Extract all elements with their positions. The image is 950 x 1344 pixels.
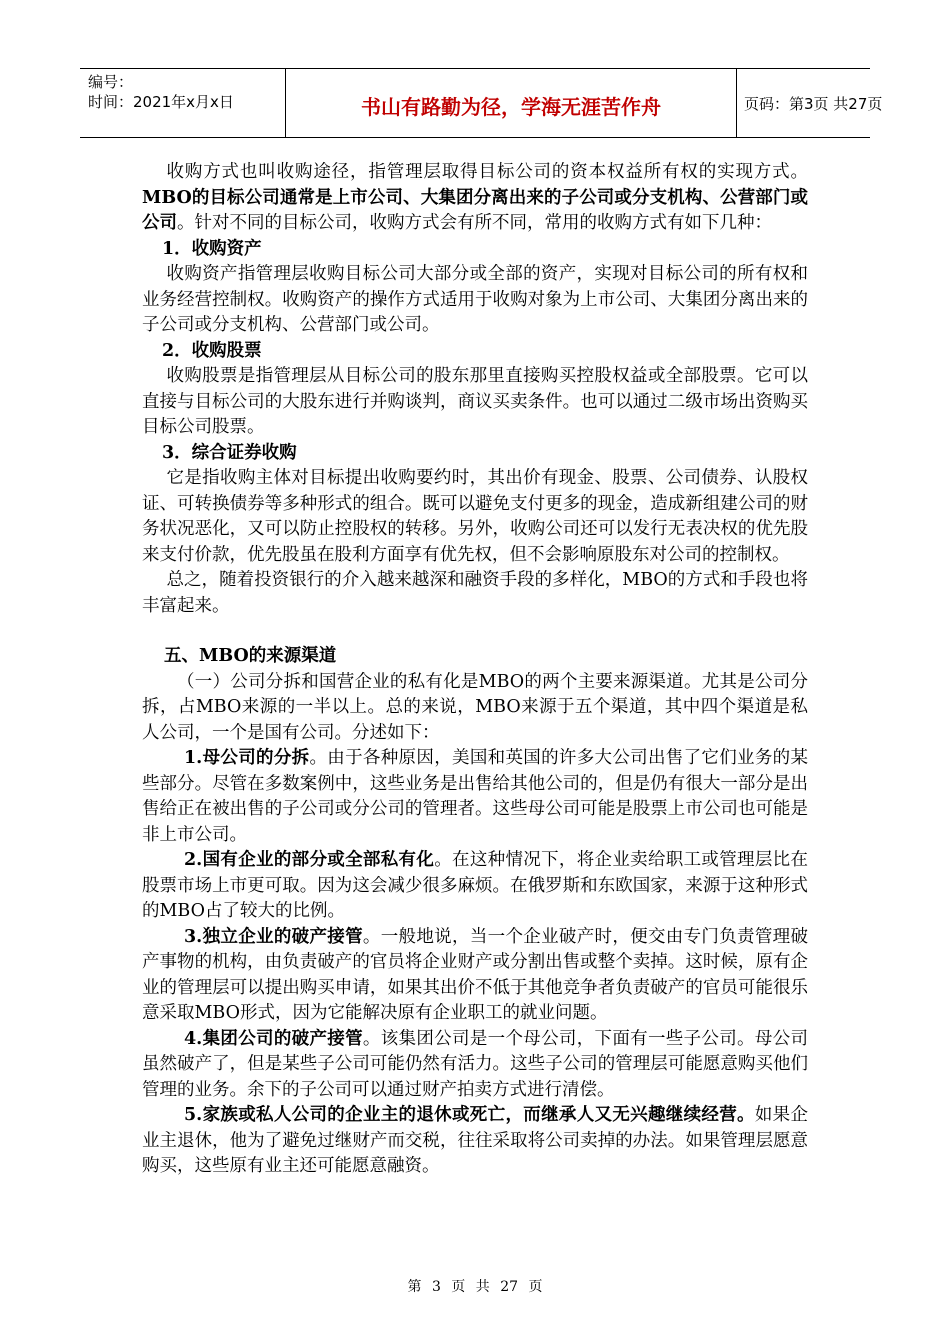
bold-text: MBO的目标公司通常是上市公司、大集团分离出来的子公司或分支机构、公营部门或公司: [142, 187, 808, 233]
list-item: 2.国有企业的部分或全部私有化。在这种情况下，将企业卖给职工或管理层比在股票市场上市更可取。因为这会减少很多麻烦。在俄罗斯和东欧国家，来源于这种形式的MBO占了较大的比例。: [142, 850, 808, 921]
list-item: 3.独立企业的破产接管。一般地说，当一个企业破产时，便交由专门负责管理破产事物的机构，由负责破产的官员将企业财产或分割出售或整个卖掉。这时候，原有企业的管理层可以提出购买申请，如果其出价不低于其他竞争者负责破产的官员可能很乐意采取MBO形式，因为它能解决原有企业职工的就业问题。: [142, 926, 808, 1023]
section-heading: 五、MBO的来源渠道: [164, 646, 337, 666]
list-item: 5.家族或私人公司的企业主的退休或死亡，而继承人又无兴趣继续经营。如果企业主退休，他为了避免过继财产而交税，往往采取将公司卖掉的办法。如果管理层愿意购买，这些原有业主还可能愿意融资。: [142, 1105, 808, 1176]
date-label: 时间：2021年x月x日: [88, 93, 234, 111]
paragraph: 收购方式也叫收购途径，指管理层取得目标公司的资本权益所有权的实现方式。MBO的目标公司通常是上市公司、大集团分离出来的子公司或分支机构、公营部门或公司。针对不同的目标公司，收购方式会有所不同，常用的收购方式有如下几种：: [142, 162, 808, 233]
header-info-cell: [80, 69, 285, 137]
list-item: 1.母公司的分拆。由于各种原因，美国和英国的许多大公司出售了它们业务的某些部分。尽管在多数案例中，这些业务是出售给其他公司的，但是仍有很大一部分是出售给正在被出售的子公司或分公司的管理者。这些母公司可能是股票上市公司也可能是非上市公司。: [142, 748, 808, 845]
header-motto: 书山有路勤为径，学海无涯苦作舟: [361, 95, 661, 119]
page-footer: 第 3 页 共 27 页: [407, 1279, 543, 1295]
paragraph: 它是指收购主体对目标提出收购要约时，其出价有现金、股票、公司债券、认股权证、可转换债券等多种形式的组合。既可以避免支付更多的现金，造成新组建公司的财务状况恶化，又可以防止控股权的转移。另外，收购公司还可以发行无表决权的优先股来支付价款，优先股虽在股利方面享有优先权，但不会影响原股东对公司的控制权。: [142, 468, 808, 565]
subheading: 3．综合证券收购: [162, 442, 297, 463]
number-label: 编号：: [88, 73, 134, 91]
subheading: 1．收购资产: [162, 238, 262, 259]
document-body: [142, 160, 808, 1180]
paragraph: （一）公司分拆和国营企业的私有化是MBO的两个主要来源渠道。尤其是公司分拆，占MBO来源的一半以上。总的来说，MBO来源于五个渠道，其中四个渠道是私人公司，一个是国有公司。分述如下：: [142, 671, 808, 743]
paragraph: 收购资产指管理层收购目标公司大部分或全部的资产，实现对目标公司的所有权和业务经营控制权。收购资产的操作方式适用于收购对象为上市公司、大集团分离出来的子公司或分支机构、公营部门或公司。: [142, 264, 808, 335]
paragraph: 收购股票是指管理层从目标公司的股东那里直接购买控股权益或全部股票。它可以直接与目标公司的大股东进行并购谈判，商议买卖条件。也可以通过二级市场出资购买目标公司股票。: [142, 366, 808, 437]
paragraph: 总之，随着投资银行的介入越来越深和融资手段的多样化，MBO的方式和手段也将丰富起来。: [142, 570, 808, 616]
header-page-label: 页码：第3页 共27页: [744, 95, 883, 113]
list-item: 4.集团公司的破产接管。该集团公司是一个母公司，下面有一些子公司。母公司虽然破产了，但是某些子公司可能仍然有活力。这些子公司的管理层可能愿意购买他们管理的业务。余下的子公司可以通过财产拍卖方式进行清偿。: [142, 1028, 808, 1100]
page-header: [80, 68, 883, 138]
header-page-cell: [736, 69, 883, 137]
subheading: 2．收购股票: [162, 340, 262, 361]
header-motto-cell: [285, 69, 737, 137]
